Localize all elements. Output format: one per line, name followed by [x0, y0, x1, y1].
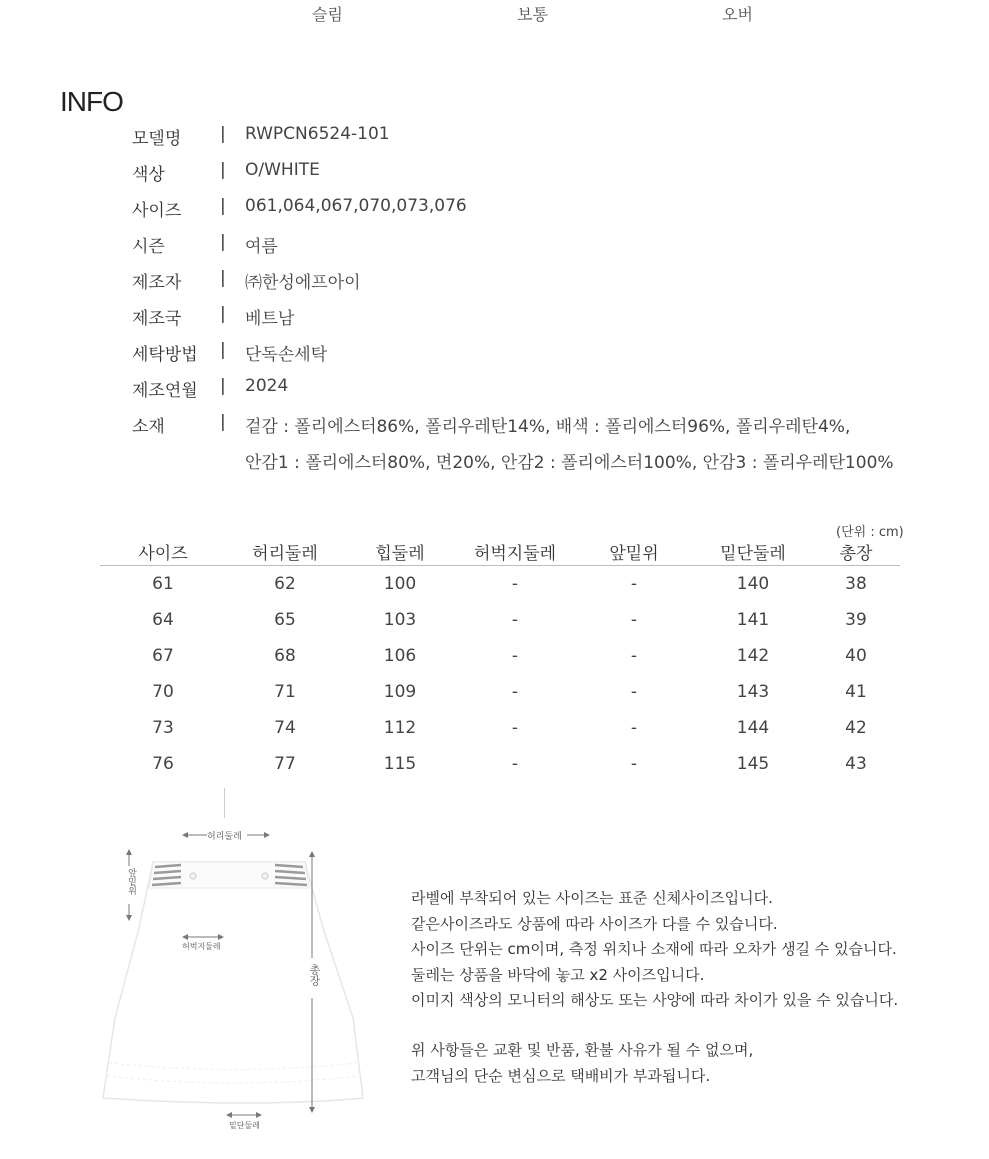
label-waist: 허리둘레	[207, 832, 242, 842]
info-value: O/WHITE	[245, 160, 320, 180]
table-cell: 64	[152, 610, 174, 630]
note-line: 라벨에 부착되어 있는 사이즈는 표준 신체사이즈입니다.	[411, 889, 773, 907]
info-value: 단독손세탁	[245, 345, 328, 365]
table-cell: 77	[274, 754, 296, 774]
info-value: 겉감 : 폴리에스터86%, 폴리우레탄14%, 배색 : 폴리에스터96%, 폴리우레탄4%,	[245, 417, 851, 437]
table-cell: 40	[845, 646, 867, 666]
table-cell: 41	[845, 682, 867, 702]
info-separator: |	[220, 376, 226, 396]
table-cell: -	[630, 610, 638, 630]
table-cell: 109	[383, 682, 417, 702]
table-cell: 100	[383, 574, 417, 594]
size-table-header-row	[100, 537, 900, 566]
info-label: 사이즈	[132, 201, 182, 221]
info-value: 베트남	[245, 309, 295, 329]
table-cell: 42	[845, 718, 867, 738]
info-separator: |	[220, 232, 226, 252]
table-row	[100, 674, 900, 710]
info-separator: |	[220, 160, 226, 180]
table-cell: 74	[274, 718, 296, 738]
info-separator: |	[220, 412, 226, 432]
note-line: 위 사항들은 교환 및 반품, 환불 사유가 될 수 없으며,	[411, 1040, 754, 1059]
table-cell: 144	[736, 718, 770, 738]
table-row	[100, 566, 900, 603]
table-cell: 76	[152, 754, 174, 774]
header-hem: 밑단둘레	[694, 537, 812, 566]
table-cell: 73	[152, 718, 174, 738]
table-cell: 142	[736, 646, 770, 666]
table-cell: -	[511, 574, 519, 594]
table-cell: 61	[152, 574, 174, 594]
table-cell: -	[511, 610, 519, 630]
table-cell: 39	[845, 610, 867, 630]
table-row	[100, 638, 900, 674]
table-cell: -	[630, 646, 638, 666]
table-cell: 140	[736, 574, 770, 594]
label-front-rise: 앞밑위	[126, 868, 136, 895]
table-row	[100, 602, 900, 638]
info-label: 제조연월	[132, 381, 198, 401]
table-cell: 71	[274, 682, 296, 702]
note-line: 고객님의 단순 변심으로 택배비가 부과됩니다.	[411, 1066, 711, 1085]
table-cell: 68	[274, 646, 296, 666]
fit-option-slim: 슬림	[312, 5, 343, 24]
table-cell: 103	[383, 610, 417, 630]
note-line	[411, 1014, 898, 1038]
info-value-line2: 안감1 : 폴리에스터80%, 면20%, 안감2 : 폴리에스터100%, 안감3 : 폴리우레탄100%	[245, 453, 894, 473]
table-cell: 62	[274, 574, 296, 594]
divider	[224, 788, 225, 818]
info-value: 061,064,067,070,073,076	[245, 196, 467, 216]
note-line: 사이즈 단위는 cm이며, 측정 위치나 소재에 따라 오차가 생길 수 있습니다.	[411, 940, 897, 959]
table-cell: 65	[274, 610, 296, 630]
info-value: RWPCN6524-101	[245, 124, 390, 144]
size-notes	[411, 886, 898, 1089]
info-label: 세탁방법	[132, 345, 198, 365]
info-label: 제조자	[132, 273, 182, 293]
header-front-rise: 앞밑위	[574, 537, 694, 566]
header-waist: 허리둘레	[226, 537, 344, 566]
header-thigh: 허벅지둘레	[456, 537, 574, 566]
size-table	[100, 537, 900, 782]
table-row	[100, 746, 900, 782]
info-separator: |	[220, 340, 226, 360]
info-label: 모델명	[132, 129, 182, 149]
table-cell: 145	[736, 754, 770, 774]
table-cell: -	[511, 646, 519, 666]
info-separator: |	[220, 304, 226, 324]
info-separator: |	[220, 268, 226, 288]
info-separator: |	[220, 124, 226, 144]
info-separator: |	[220, 196, 226, 216]
info-label: 시즌	[132, 237, 165, 257]
label-length: 총장	[308, 964, 321, 986]
skirt-diagram	[95, 818, 395, 1138]
header-hip: 힙둘레	[344, 537, 456, 566]
info-label: 소재	[132, 417, 165, 437]
table-cell: -	[511, 718, 519, 738]
table-cell: -	[511, 682, 519, 702]
fit-option-regular: 보통	[517, 5, 548, 24]
table-cell: 115	[383, 754, 417, 774]
note-line: 둘레는 상품을 바닥에 놓고 x2 사이즈입니다.	[411, 965, 705, 984]
table-cell: 141	[736, 610, 770, 630]
table-cell: 106	[383, 646, 417, 666]
table-cell: -	[630, 682, 638, 702]
table-cell: -	[511, 754, 519, 774]
table-cell: 67	[152, 646, 174, 666]
note-line: 이미지 색상의 모니터의 해상도 또는 사양에 따라 차이가 있을 수 있습니다.	[411, 991, 899, 1010]
table-cell: 43	[845, 754, 867, 774]
info-value: 여름	[245, 237, 278, 257]
table-cell: 70	[152, 682, 174, 702]
header-length: 총장	[812, 537, 900, 566]
table-cell: 38	[845, 574, 867, 594]
info-value: 2024	[245, 376, 289, 396]
table-cell: -	[630, 754, 638, 774]
info-label: 제조국	[132, 309, 182, 329]
info-label: 색상	[132, 165, 165, 185]
info-title: INFO	[60, 86, 123, 117]
table-cell: 112	[383, 718, 417, 738]
table-cell: -	[630, 718, 638, 738]
unit-label: (단위 : cm)	[836, 525, 904, 540]
info-value: ㈜한성에프아이	[245, 273, 361, 293]
label-hem: 밑단둘레	[229, 1121, 260, 1130]
label-thigh: 허벅지둘레	[182, 942, 221, 951]
note-line: 같은사이즈라도 상품에 따라 사이즈가 다를 수 있습니다.	[411, 914, 778, 933]
header-size: 사이즈	[100, 537, 226, 566]
table-cell: 143	[736, 682, 770, 702]
table-cell: -	[630, 574, 638, 594]
table-row	[100, 710, 900, 746]
fit-option-over: 오버	[722, 5, 753, 24]
skirt-illustration	[95, 818, 395, 1138]
